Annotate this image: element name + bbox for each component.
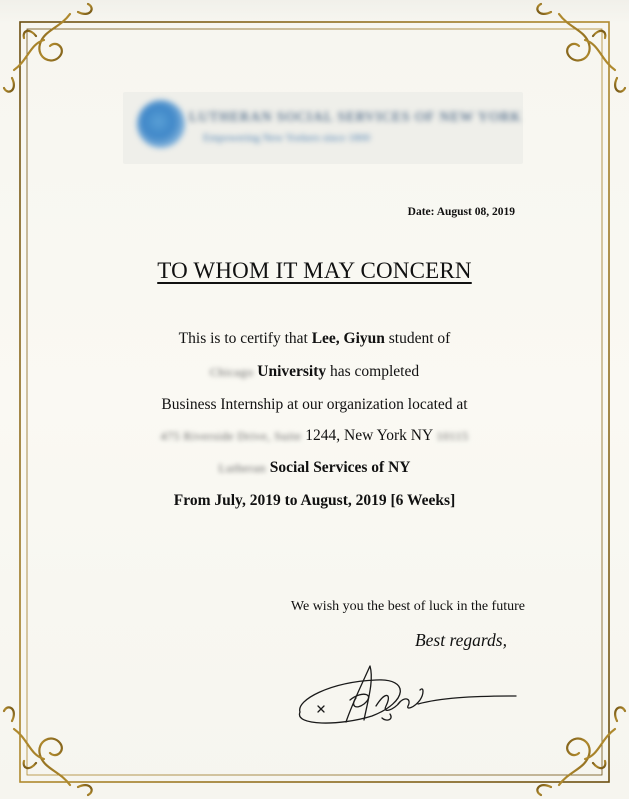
letter-heading: TO WHOM IT MAY CONCERN — [157, 258, 472, 283]
organization-name: Social Services of NY — [269, 459, 411, 476]
letterhead-org-name: LUTHERAN SOCIAL SERVICES OF NEW YORK — [189, 110, 522, 125]
body-line-6 — [0, 492, 629, 510]
corner-ornament-top-right — [537, 4, 625, 92]
organization-emblem-icon — [137, 100, 185, 148]
handwritten-signature — [290, 660, 520, 730]
internship-period: From July, 2019 to August, 2019 [6 Weeks] — [173, 492, 456, 509]
university-name-redacted: Chicago — [209, 364, 254, 379]
body-line-2-post: has completed — [326, 363, 420, 380]
body-line-5 — [0, 459, 629, 477]
body-line-1-post: student of — [384, 330, 451, 347]
zip-code-redacted: 10115 — [436, 428, 469, 443]
letterhead-logo-blurred — [123, 92, 523, 164]
body-line-3: Business Internship at our organization located at — [161, 396, 468, 413]
student-name: Lee, Giyun — [311, 330, 385, 347]
closing-regards: Best regards, — [414, 630, 507, 650]
closing-wish: We wish you the best of luck in the future — [290, 599, 525, 614]
letterhead-tagline: Empowering New Yorkers since 1800 — [203, 132, 371, 144]
letter-date: Date: August 08, 2019 — [407, 206, 515, 218]
organization-prefix-redacted: Lutheran — [218, 460, 266, 475]
address-visible: 1244, New York NY — [301, 427, 437, 444]
body-line-1-pre: This is to certify that — [178, 330, 312, 347]
university-label: University — [257, 363, 327, 380]
corner-ornament-top-left — [4, 4, 92, 92]
body-line-4 — [0, 427, 629, 445]
body-line-2 — [0, 363, 629, 381]
street-address-redacted: 475 Riverside Drive, Suite — [160, 428, 302, 443]
body-line-1 — [0, 330, 629, 348]
